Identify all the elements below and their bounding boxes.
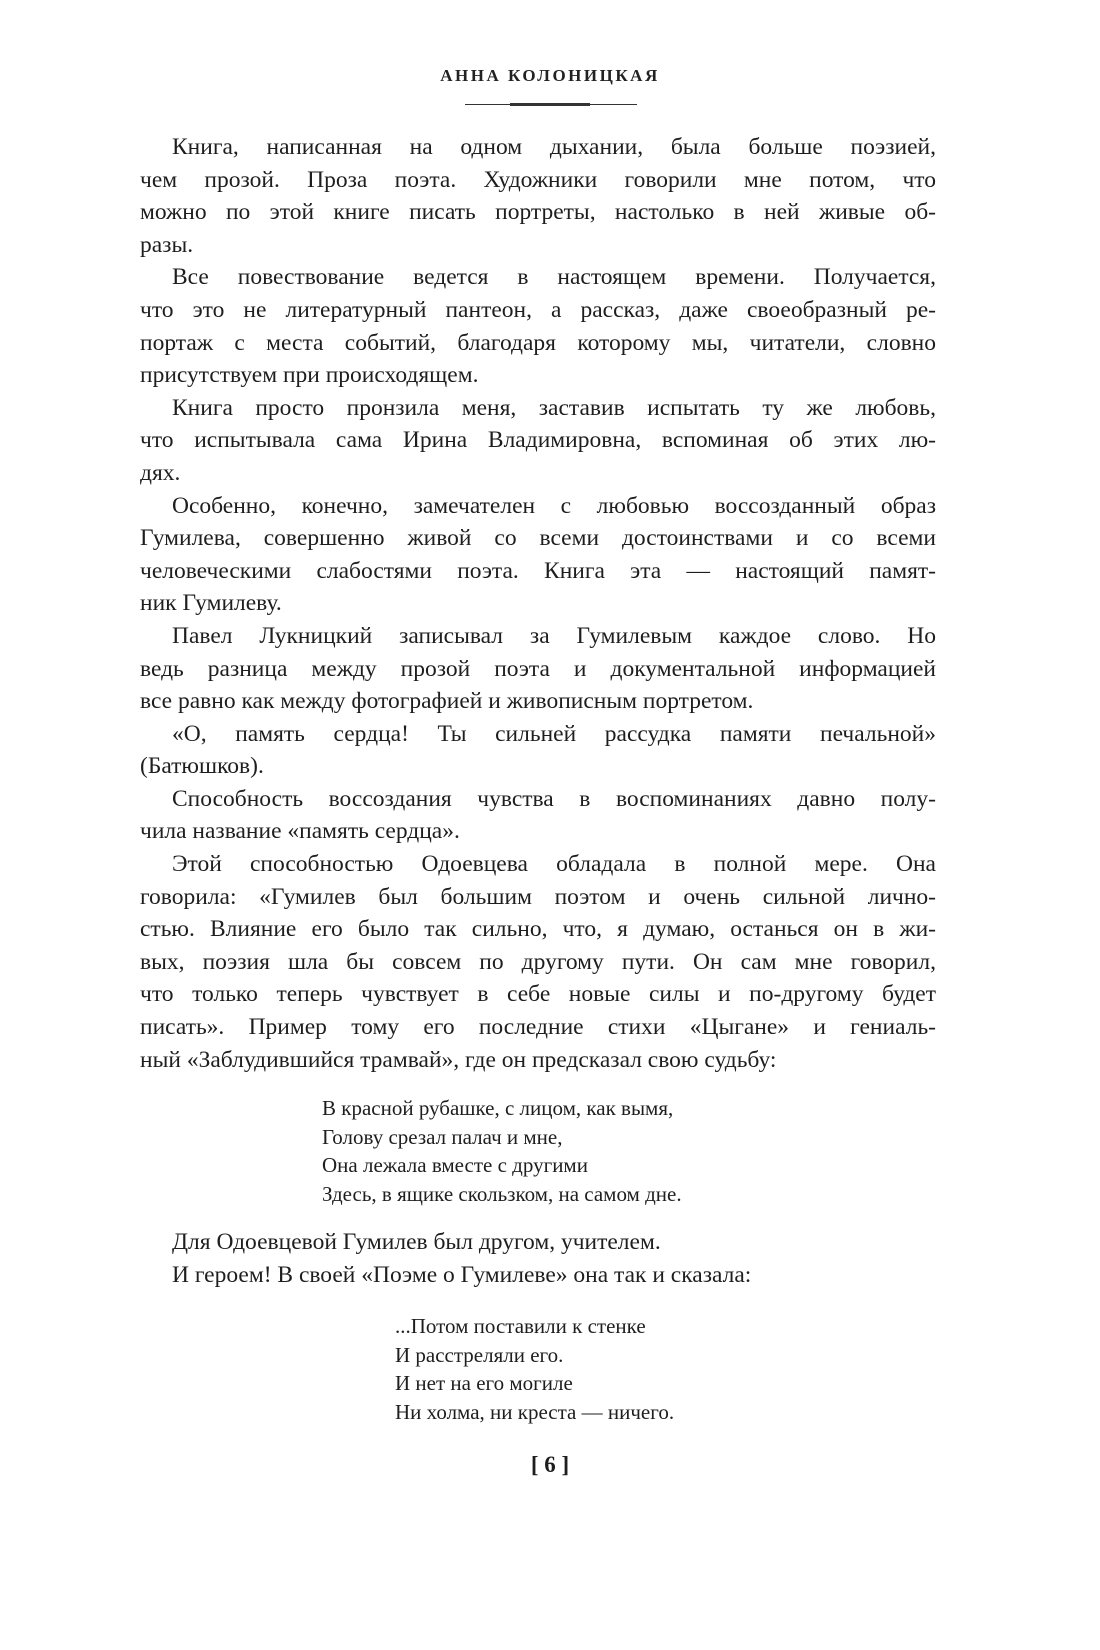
paragraph [140, 783, 936, 848]
text-line: что это не литературный пантеон, а рассказ, даже своеобразный ре- [140, 296, 936, 323]
text-line: ведь разница между прозой поэта и документальной информацией [140, 655, 936, 682]
paragraph [140, 392, 936, 490]
text-line: можно по этой книге писать портреты, настолько в ней живые об- [140, 199, 936, 226]
paragraph [140, 620, 936, 718]
paragraph [140, 131, 936, 261]
text-line: дях. [140, 459, 181, 486]
poem-line: Голову срезал палач и мне, [322, 1124, 563, 1149]
text-line: Павел Лукницкий записывал за Гумилевым каждое слово. Но [172, 622, 936, 649]
text-line: ник Гумилеву. [140, 590, 282, 617]
text-line: писать». Пример тому его последние стихи «Цыгане» и гениаль- [140, 1014, 936, 1041]
text-line: что только теперь чувствует в себе новые силы и по-другому будет [140, 981, 936, 1008]
poem-line: ...Потом поставили к стенке [395, 1314, 646, 1338]
text-line: И героем! В своей «Поэме о Гумилеве» она так и сказала: [172, 1261, 752, 1288]
after-poem-text [172, 1226, 751, 1291]
header-rule [465, 104, 637, 105]
text-line: что испытывала сама Ирина Владимировна, вспоминая об этих лю- [140, 427, 936, 454]
text-line: Особенно, конечно, замечателен с любовью воссозданный образ [172, 492, 936, 519]
text-line: ный «Заблудившийся трамвай», где он предсказал свою судьбу: [140, 1046, 777, 1073]
text-line: «О, память сердца! Ты сильней рассудка памяти печальной» [172, 720, 936, 747]
text-line: Книга просто пронзила меня, заставив испытать ту же любовь, [172, 394, 936, 421]
text-line: вых, поэзия шла бы совсем по другому пути. Он сам мне говорил, [140, 948, 936, 975]
running-header: АННА КОЛОНИЦКАЯ [440, 66, 660, 85]
text-line: чила название «память сердца». [140, 818, 460, 845]
text-line: Все повествование ведется в настоящем времени. Получается, [172, 264, 936, 291]
text-line: портаж с места событий, благодаря которому мы, читатели, словно [140, 329, 936, 356]
paragraph [140, 718, 936, 783]
paragraph [140, 490, 936, 620]
text-line: Для Одоевцевой Гумилев был другом, учителем. [172, 1229, 661, 1255]
text-line: присутствуем при происходящем. [140, 362, 479, 389]
text-line: Этой способностью Одоевцева обладала в полной мере. Она [172, 851, 936, 878]
text-line: Книга, написанная на одном дыхании, была больше поэзией, [172, 134, 936, 160]
paragraph [140, 848, 936, 1076]
poem-line: И расстреляли его. [395, 1342, 564, 1367]
text-line: Гумилева, совершенно живой со всеми достоинствами и со всеми [140, 525, 936, 552]
poem-line: Она лежала вместе с другими [322, 1153, 588, 1177]
body-text [140, 131, 936, 1076]
text-line: чем прозой. Проза поэта. Художники говорили мне потом, что [140, 166, 936, 193]
poem-line: Ни холма, ни креста — ничего. [395, 1399, 675, 1424]
poem-line: В красной рубашке, с лицом, как вымя, [322, 1096, 674, 1120]
text-line: (Батюшков). [140, 753, 264, 780]
text-line: человеческими слабостями поэта. Книга эта — настоящий памят- [140, 557, 936, 584]
page-number: [ 6 ] [530, 1452, 570, 1477]
text-line: все равно как между фотографией и живописным портретом. [140, 688, 754, 715]
poem-quote-2 [395, 1312, 674, 1426]
poem-quote-1 [322, 1094, 682, 1208]
text-line: говорила: «Гумилев был большим поэтом и очень сильной лично- [140, 883, 936, 910]
text-line: Способность воссоздания чувства в воспоминаниях давно полу- [172, 785, 936, 812]
poem-line: Здесь, в ящике скользком, на самом дне. [322, 1181, 682, 1206]
paragraph [140, 261, 936, 391]
text-line: разы. [140, 231, 194, 258]
text-line: стью. Влияние его было так сильно, что, я думаю, останься он в жи- [140, 916, 936, 943]
poem-line: И нет на его могиле [395, 1371, 573, 1395]
